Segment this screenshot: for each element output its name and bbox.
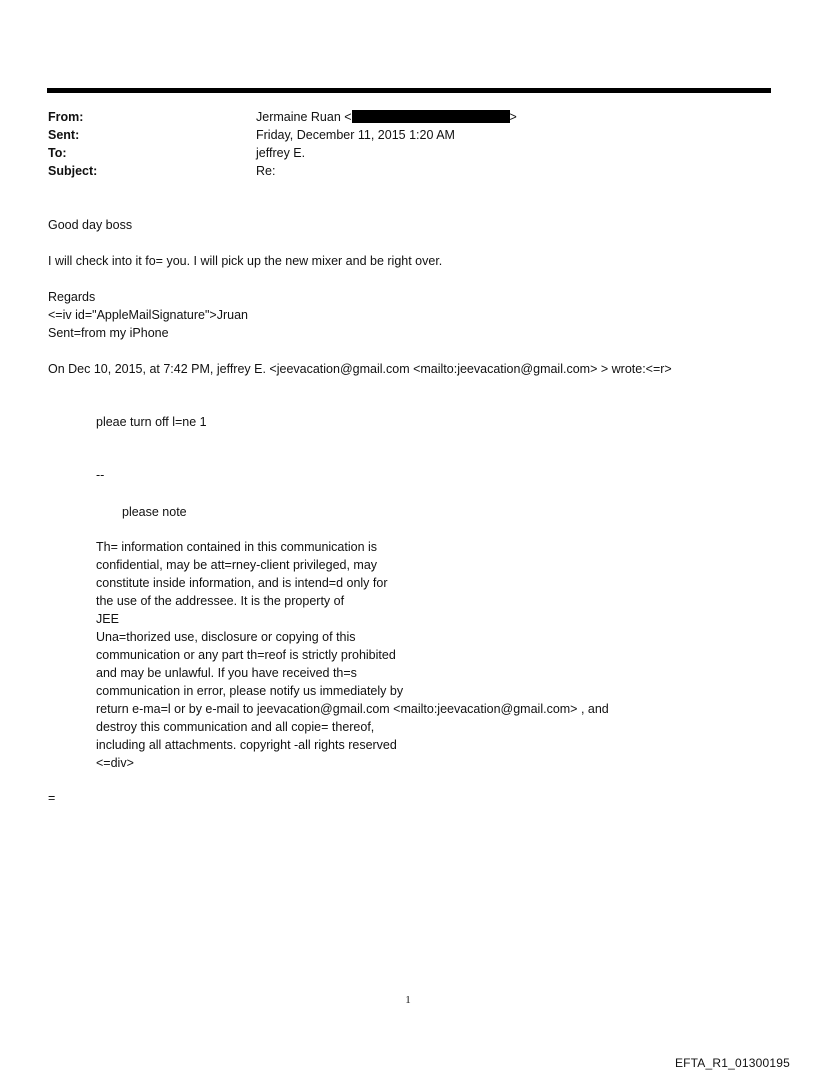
regards: Regards [48,290,96,304]
disclaimer-line: JEE [96,612,119,626]
sent-label: Sent: [48,128,80,142]
document-id: EFTA_R1_01300195 [674,1056,790,1070]
from-name: Jermaine Ruan < [256,110,352,124]
disclaimer-line: communication in error, please notify us immediately by [96,684,404,698]
disclaimer-line: Th= information contained in this communication is [96,540,378,554]
greeting: Good day boss [48,218,133,232]
sent-value: Friday, December 11, 2015 1:20 AM [256,128,455,142]
body-line: I will check into it fo= you. I will pick up the new mixer and be right over. [48,254,443,268]
from-close: > [509,110,517,124]
subject-value: Re: [256,164,276,178]
disclaimer-line: destroy this communication and all copie= thereof, [96,720,375,734]
subject-label: Subject: [48,164,98,178]
disclaimer-line: and may be unlawful. If you have received th=s [96,666,357,680]
disclaimer-line: communication or any part th=reof is strictly prohibited [96,648,396,662]
from-label: From: [48,110,84,124]
quoted-line: pleae turn off l=ne 1 [96,415,207,429]
redaction-block [352,110,510,123]
please-note: please note [122,505,187,519]
disclaimer-line: constitute inside information, and is intend=d only for [96,576,388,590]
signature-tag: <=iv id="AppleMailSignature">Jruan [48,308,248,322]
disclaimer-line: the use of the addressee. It is the property of [96,594,345,608]
to-value: jeffrey E. [256,146,306,160]
header-rule [47,88,771,93]
disclaimer-line: confidential, may be att=rney-client privileged, may [96,558,378,572]
from-value [256,108,517,126]
disclaimer-line: return e-ma=l or by e-mail to jeevacation@gmail.com <mailto:jeevacation@gmail.com> , and [96,702,609,716]
disclaimer-line: Una=thorized use, disclosure or copying of this [96,630,356,644]
disclaimer-line: <=div> [96,756,134,770]
disclaimer-line: including all attachments. copyright -all rights reserved [96,738,397,752]
page-number: 1 [405,994,411,1006]
disclaimer [96,538,609,772]
trailer: = [48,791,56,805]
to-label: To: [48,146,67,160]
quote-intro: On Dec 10, 2015, at 7:42 PM, jeffrey E. <jeevacation@gmail.com <mailto:jeevacation@gmail.com> > wrote:<=r> [48,362,672,376]
sent-from: Sent=from my iPhone [48,326,169,340]
signature-dashes: -- [96,468,105,482]
